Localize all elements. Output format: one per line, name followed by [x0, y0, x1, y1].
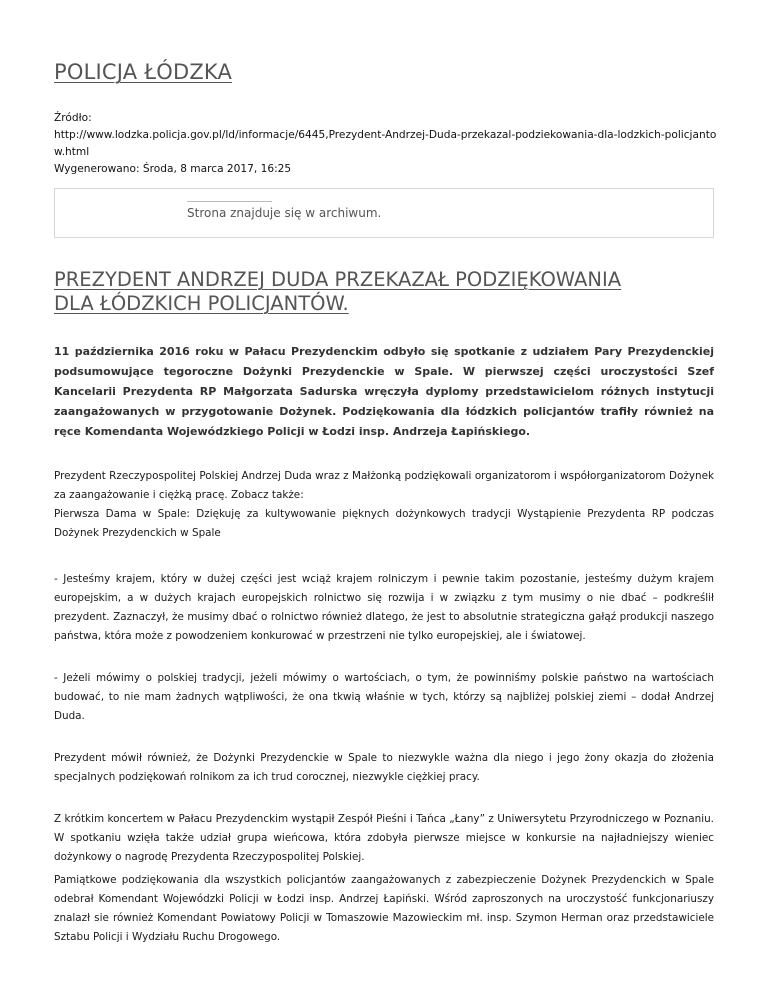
- headline-line-1: PREZYDENT ANDRZEJ DUDA PRZEKAZAŁ PODZIĘKOWANIA: [54, 268, 622, 291]
- source-url-line1: http://www.lodzka.policja.gov.pl/ld/informacje/6445,Prezydent-Andrzej-Duda-przekazal-podziekowania-dla-lodzkich-policjanto: [54, 129, 717, 141]
- article-paragraph-2: - Jesteśmy krajem, który w dużej części jest wciąż krajem rolniczym i pewnie takim pozostanie, jesteśmy dużym krajem europejskim, a w dużych krajach europejskich rolnictwo się rozwija i w związku z tym musimy o nie dbać – podkreślił prezydent. Zaznaczył, że musimy dbać o rolnictwo również dlatego, że jest to absolutnie strategiczna gałąź produkcji naszego państwa, która może z powodzeniem konkurować w przestrzeni nie tylko europejskiej, ale i światowej.: [54, 573, 714, 642]
- article-paragraph-5: Z krótkim koncertem w Pałacu Prezydenckim wystąpił Zespół Pieśni i Tańca „Łany” z Uniwersytetu Przyrodniczego w Poznaniu. W spotkaniu wzięła także udział grupa wieńcowa, która zdobyła pierwsze miejsce w konkursie na najładniejszy wieniec dożynkowy o nagrodę Prezydenta Rzeczypospolitej Polskiej.: [54, 813, 714, 863]
- headline-line-2: DLA ŁÓDZKICH POLICJANTÓW.: [54, 292, 349, 315]
- article-paragraph-1: [54, 467, 714, 543]
- article-headline: [54, 268, 714, 316]
- archive-notice-box: [54, 188, 714, 238]
- paragraph-1-text: Prezydent Rzeczypospolitej Polskiej Andrzej Duda wraz z Małżonką podziękowali organizatorom i współorganizatorom Dożynek za zaangażowanie i ciężką pracę. Zobacz także:: [54, 470, 714, 501]
- article-paragraph-3: - Jeżeli mówimy o polskiej tradycji, jeżeli mówimy o wartościach, o tym, że powinniśmy polskie państwo na wartościach budować, to nie mam żadnych wątpliwości, że ona tkwią właśnie w tych, którzy są najbliżej polskiej ziemi – dodał Andrzej Duda.: [54, 672, 714, 722]
- article-paragraph-6: Pamiątkowe podziękowania dla wszystkich policjantów zaangażowanych z zabezpieczenie Dożynek Prezydenckich w Spale odebrał Komendant Wojewódzki Policji w Łodzi insp. Andrzej Łapiński. Wśród zaproszonych na uroczystość funkcjonariuszy znalazł sie również Komendant Powiatowy Policji w Tomaszowie Mazowieckim mł. insp. Szymon Herman oraz przedstawiciele Sztabu Policji i Wydziału Ruchu Drogowego.: [54, 874, 714, 943]
- site-title[interactable]: POLICJA ŁÓDZKA: [54, 60, 233, 84]
- related-links[interactable]: Pierwsza Dama w Spale: Dziękuję za kultywowanie pięknych dożynkowych tradycji Wystąpienie Prezydenta RP podczas Dożynek Prezydenckich w Spale: [54, 508, 714, 539]
- source-label: Źródło:: [54, 112, 92, 124]
- article-lead: 11 października 2016 roku w Pałacu Prezydenckim odbyło się spotkanie z udziałem Pary Prezydenckiej podsumowujące tegoroczne Dożynki Prezydenckie w Spale. W pierwszej części uroczystości Szef Kancelarii Prezydenta RP Małgorzata Sadurska wręczyła dyplomy przedstawicielom różnych instytucji zaangażowanych w przygotowanie Dożynek. Podziękowania dla łódzkich policjantów trafiły również na ręce Komendanta Wojewódzkiego Policji w Łodzi insp. Andrzeja Łapińskiego.: [54, 345, 714, 438]
- archive-divider: [187, 201, 272, 202]
- article-paragraph-4: Prezydent mówił również, że Dożynki Prezydenckie w Spale to niezwykle ważna dla niego i jego żony okazja do złożenia specjalnych podziękowań rolnikom za ich trud corocznej, niezwykle ciężkiej pracy.: [54, 752, 714, 783]
- generated-date: Wygenerowano: Środa, 8 marca 2017, 16:25: [54, 163, 292, 175]
- source-url-line2: w.html: [54, 146, 90, 158]
- archive-notice-text: Strona znajduje się w archiwum.: [187, 206, 382, 220]
- source-meta: [54, 110, 717, 178]
